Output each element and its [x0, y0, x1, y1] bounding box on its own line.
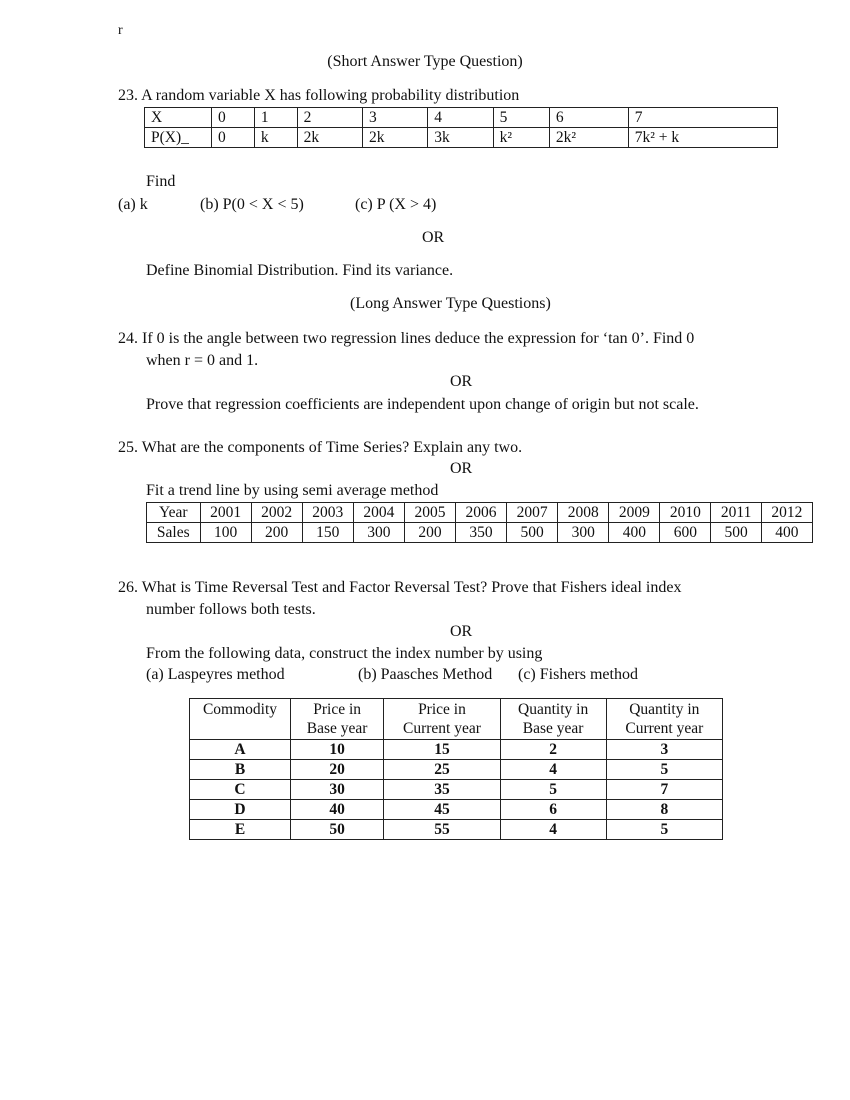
table-cell: 25	[384, 760, 500, 780]
header-line-1: Quantity in	[518, 701, 589, 718]
table-cell: 8	[606, 800, 722, 820]
table-cell: 200	[404, 523, 455, 543]
q23-or: OR	[422, 229, 445, 246]
table-cell: 3k	[428, 128, 493, 148]
table-cell: 4	[500, 820, 606, 840]
table-cell: 300	[353, 523, 404, 543]
q26-or: OR	[450, 623, 473, 640]
table-cell: 2k	[297, 128, 362, 148]
table-cell: 20	[291, 760, 384, 780]
table-cell: 4	[428, 108, 493, 128]
table-cell: 2003	[302, 503, 353, 523]
header-line-1: Price in	[313, 701, 362, 718]
table-cell: 0	[212, 108, 255, 128]
table-row	[190, 740, 723, 760]
q26-alternative: From the following data, construct the index number by using	[146, 645, 543, 662]
table-row	[190, 820, 723, 840]
table-cell: 45	[384, 800, 500, 820]
table-cell: 5	[493, 108, 549, 128]
table-row	[145, 108, 778, 128]
table-cell: 0	[212, 128, 255, 148]
table-cell: 7	[628, 108, 777, 128]
table-cell: 15	[384, 740, 500, 760]
q24-line-1: 24. If 0 is the angle between two regression lines deduce the expression for ‘tan 0’. Find 0	[118, 330, 695, 347]
header-line-2: Base year	[306, 720, 368, 737]
table-cell: 2001	[200, 503, 251, 523]
table-cell: D	[190, 800, 291, 820]
table-cell: 2009	[609, 503, 660, 523]
table-cell: 2005	[404, 503, 455, 523]
table-cell: 2008	[558, 503, 609, 523]
year-label-cell: Year	[147, 503, 201, 523]
q26-method-b: (b) Paasches Method	[358, 666, 493, 683]
table-cell: 2010	[660, 503, 711, 523]
table-cell: 400	[609, 523, 660, 543]
header-line-2: Base year	[522, 720, 584, 737]
table-cell: 200	[251, 523, 302, 543]
table-cell: 2007	[507, 503, 558, 523]
table-cell: 600	[660, 523, 711, 543]
table-cell: 5	[500, 780, 606, 800]
table-cell: A	[190, 740, 291, 760]
table-cell: 2k²	[549, 128, 628, 148]
table-row	[147, 503, 813, 523]
commodity-index-table	[189, 698, 723, 840]
table-cell: 40	[291, 800, 384, 820]
header-line-1: Quantity in	[629, 701, 700, 718]
q24-line-2: when r = 0 and 1.	[146, 352, 259, 369]
table-cell: 2011	[711, 503, 761, 523]
header-quantity-current	[606, 699, 722, 740]
corner-mark: r	[118, 23, 123, 38]
q25-alternative: Fit a trend line by using semi average method	[146, 482, 439, 499]
table-cell: 7	[606, 780, 722, 800]
table-cell: 350	[456, 523, 507, 543]
table-cell: E	[190, 820, 291, 840]
q25-or: OR	[450, 460, 473, 477]
q26-method-a: (a) Laspeyres method	[146, 666, 285, 683]
q26-line-1: 26. What is Time Reversal Test and Factor Reversal Test? Prove that Fishers ideal index	[118, 579, 682, 596]
table-cell: 500	[711, 523, 761, 543]
table-cell: 6	[500, 800, 606, 820]
header-commodity	[190, 699, 291, 740]
q23-intro: 23. A random variable X has following probability distribution	[118, 87, 520, 104]
sales-label-cell: Sales	[147, 523, 201, 543]
table-cell: 10	[291, 740, 384, 760]
header-line-1: Commodity	[202, 701, 278, 718]
q23-part-b: (b) P(0 < X < 5)	[200, 196, 304, 213]
table-row	[190, 800, 723, 820]
p-label-cell: P(X)_	[145, 128, 212, 148]
table-cell: k	[254, 128, 297, 148]
table-cell: 35	[384, 780, 500, 800]
table-cell: 2004	[353, 503, 404, 523]
table-cell: 300	[558, 523, 609, 543]
header-line-2: Current year	[403, 720, 481, 737]
table-cell: 2012	[761, 503, 812, 523]
q23-part-a: (a) k	[118, 196, 148, 213]
q26-line-2: number follows both tests.	[146, 601, 316, 618]
table-cell: 400	[761, 523, 812, 543]
table-cell: 5	[606, 760, 722, 780]
table-cell: 3	[362, 108, 427, 128]
header-price-current	[384, 699, 500, 740]
table-cell: 55	[384, 820, 500, 840]
q25-line-1: 25. What are the components of Time Series? Explain any two.	[118, 439, 523, 456]
q24-or: OR	[450, 373, 473, 390]
table-row	[190, 760, 723, 780]
table-cell: 6	[549, 108, 628, 128]
table-row	[145, 128, 778, 148]
table-cell: 7k² + k	[628, 128, 777, 148]
section-heading-short: (Short Answer Type Question)	[327, 53, 523, 70]
header-quantity-base	[500, 699, 606, 740]
table-cell: 500	[507, 523, 558, 543]
table-cell: 4	[500, 760, 606, 780]
table-cell: 2002	[251, 503, 302, 523]
header-line-1: Price in	[418, 701, 466, 718]
probability-distribution-table	[144, 107, 778, 148]
section-heading-long: (Long Answer Type Questions)	[350, 295, 551, 312]
header-price-base	[291, 699, 384, 740]
sales-trend-table	[146, 502, 813, 543]
table-cell: 100	[200, 523, 251, 543]
q23-find: Find	[146, 173, 176, 190]
table-cell: 5	[606, 820, 722, 840]
table-cell: B	[190, 760, 291, 780]
table-cell: k²	[493, 128, 549, 148]
table-cell: 50	[291, 820, 384, 840]
table-row	[190, 780, 723, 800]
q26-method-c: (c) Fishers method	[518, 666, 638, 683]
table-cell: 2006	[456, 503, 507, 523]
q23-alternative: Define Binomial Distribution. Find its variance.	[146, 262, 454, 279]
table-header-row	[190, 699, 723, 740]
table-cell: 3	[606, 740, 722, 760]
table-cell: 30	[291, 780, 384, 800]
q23-part-c: (c) P (X > 4)	[355, 196, 437, 213]
header-line-2: Current year	[625, 720, 704, 737]
table-cell: 1	[254, 108, 297, 128]
table-cell: 2k	[362, 128, 427, 148]
q24-alternative: Prove that regression coefficients are independent upon change of origin but not scale.	[146, 396, 699, 413]
table-cell: 2	[500, 740, 606, 760]
table-cell: 150	[302, 523, 353, 543]
table-cell: 2	[297, 108, 362, 128]
table-cell: C	[190, 780, 291, 800]
x-label-cell: X	[145, 108, 212, 128]
table-row	[147, 523, 813, 543]
